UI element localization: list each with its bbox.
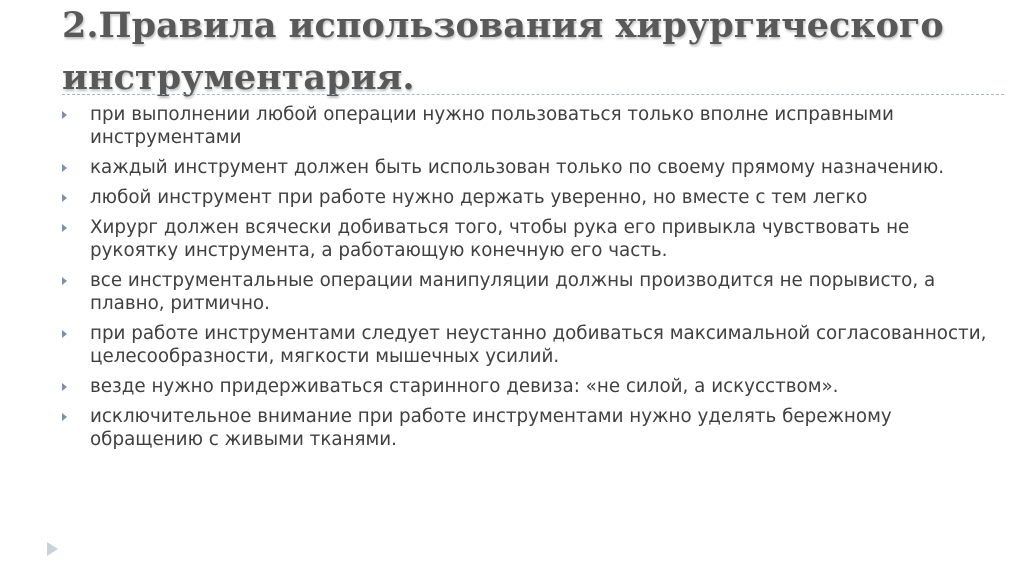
slide-title: 2.Правила использования хирургического инструментария. <box>62 5 944 98</box>
bullet-text: исключительное внимание при работе инструментами нужно уделять бережному обращению с живыми тканями. <box>90 406 892 450</box>
list-item <box>60 375 990 398</box>
list-item <box>60 186 990 209</box>
title-divider <box>62 94 1004 95</box>
bullet-text: Хирург должен всячески добиваться того, чтобы рука его привыкла чувствовать не рукоятку инструмента, а работающую конечную его часть. <box>90 217 910 261</box>
triangle-right-icon <box>62 224 67 232</box>
bullet-text: при работе инструментами следует неустанно добиваться максимальной согласованности, целесообразности, мягкости мышечных усилий. <box>90 323 987 367</box>
bullet-text: при выполнении любой операции нужно пользоваться только вполне исправными инструментами <box>90 104 894 148</box>
triangle-right-icon <box>62 413 67 421</box>
list-item <box>60 103 990 149</box>
list-item <box>60 405 990 451</box>
triangle-right-icon <box>62 383 67 391</box>
bullet-text: каждый инструмент должен быть использован только по своему прямому назначению. <box>90 157 945 178</box>
bullet-list <box>60 103 990 458</box>
triangle-right-icon <box>62 330 67 338</box>
list-item <box>60 156 990 179</box>
triangle-right-icon <box>62 111 67 119</box>
bullet-text: все инструментальные операции манипуляции должны производится не порывисто, а плавно, ритмично. <box>90 270 936 314</box>
list-item <box>60 322 990 368</box>
list-item <box>60 269 990 315</box>
triangle-right-icon <box>62 194 67 202</box>
triangle-right-icon <box>62 277 67 285</box>
list-item <box>60 216 990 262</box>
triangle-right-icon <box>62 164 67 172</box>
slide-nav-marker-icon[interactable] <box>47 542 58 556</box>
bullet-text: любой инструмент при работе нужно держать уверенно, но вместе с тем легко <box>90 187 868 208</box>
bullet-text: везде нужно придерживаться старинного девиза: «не силой, а искусством». <box>90 376 839 397</box>
